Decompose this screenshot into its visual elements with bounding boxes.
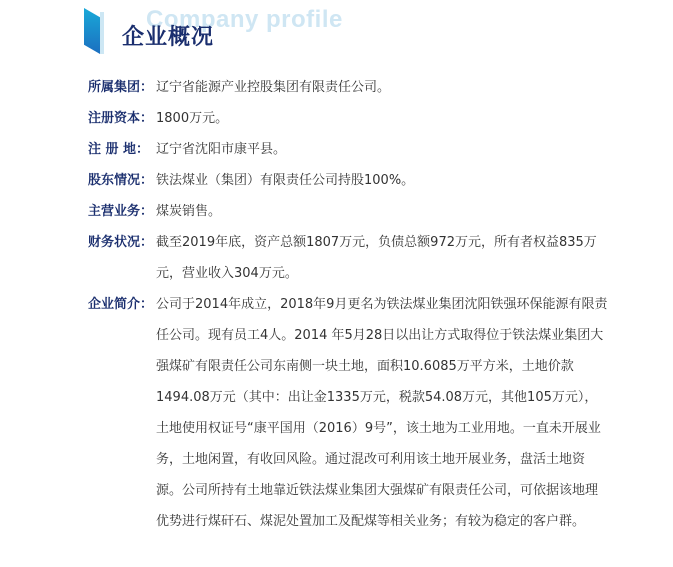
- label-shareholder: 股东情况：: [88, 173, 154, 188]
- label-capital: 注册资本：: [88, 111, 154, 126]
- value-group: 辽宁省能源产业控股集团有限责任公司。: [156, 80, 391, 95]
- row-group: [88, 72, 608, 103]
- value-location: 辽宁省沈阳市康平县。: [156, 142, 287, 157]
- label-finance: 财务状况：: [88, 235, 154, 250]
- accent-shadow-decoration: [100, 12, 104, 54]
- row-finance: [88, 227, 608, 289]
- label-location: 注 册 地：: [88, 142, 150, 157]
- row-intro: [88, 289, 608, 537]
- label-business: 主营业务：: [88, 204, 154, 219]
- section-title: 企业概况: [122, 25, 215, 50]
- profile-list: [88, 72, 608, 537]
- value-capital: 1800万元。: [156, 111, 229, 126]
- label-group: 所属集团：: [88, 80, 154, 95]
- section-header: [0, 0, 673, 70]
- row-capital: [88, 103, 608, 134]
- row-location: [88, 134, 608, 165]
- value-finance: 截至2019年底，资产总额1807万元，负债总额972万元，所有者权益835万元，营业收入304万元。: [156, 235, 597, 281]
- row-business: [88, 196, 608, 227]
- value-business: 煤炭销售。: [156, 204, 222, 219]
- value-shareholder: 铁法煤业（集团）有限责任公司持股100%。: [156, 173, 415, 188]
- watermark-text: Company profile: [146, 6, 343, 33]
- label-intro: 企业简介：: [88, 297, 154, 312]
- value-intro: 公司于2014年成立，2018年9月更名为铁法煤业集团沈阳铁强环保能源有限责任公司。现有员工4人。2014 年5月28日以出让方式取得位于铁法煤业集团大强煤矿有限责任公司东南侧一块土地，面积10.6085万平方米，土地价款1494.08万元（其中：出让金1335万元，税款54.08万元，其他105万元），土地使用权证号“康平国用（2016）9号”，该土地为工业用地。一直未开展业务，土地闲置，有收回风险。通过混改可利用该土地开展业务，盘活土地资源。公司所持有土地靠近铁法煤业集团大强煤矿有限责任公司，可依据该地理优势进行煤矸石、煤泥处置加工及配煤等相关业务；有较为稳定的客户群。: [156, 297, 608, 529]
- accent-bar-decoration: [84, 8, 100, 54]
- row-shareholder: [88, 165, 608, 196]
